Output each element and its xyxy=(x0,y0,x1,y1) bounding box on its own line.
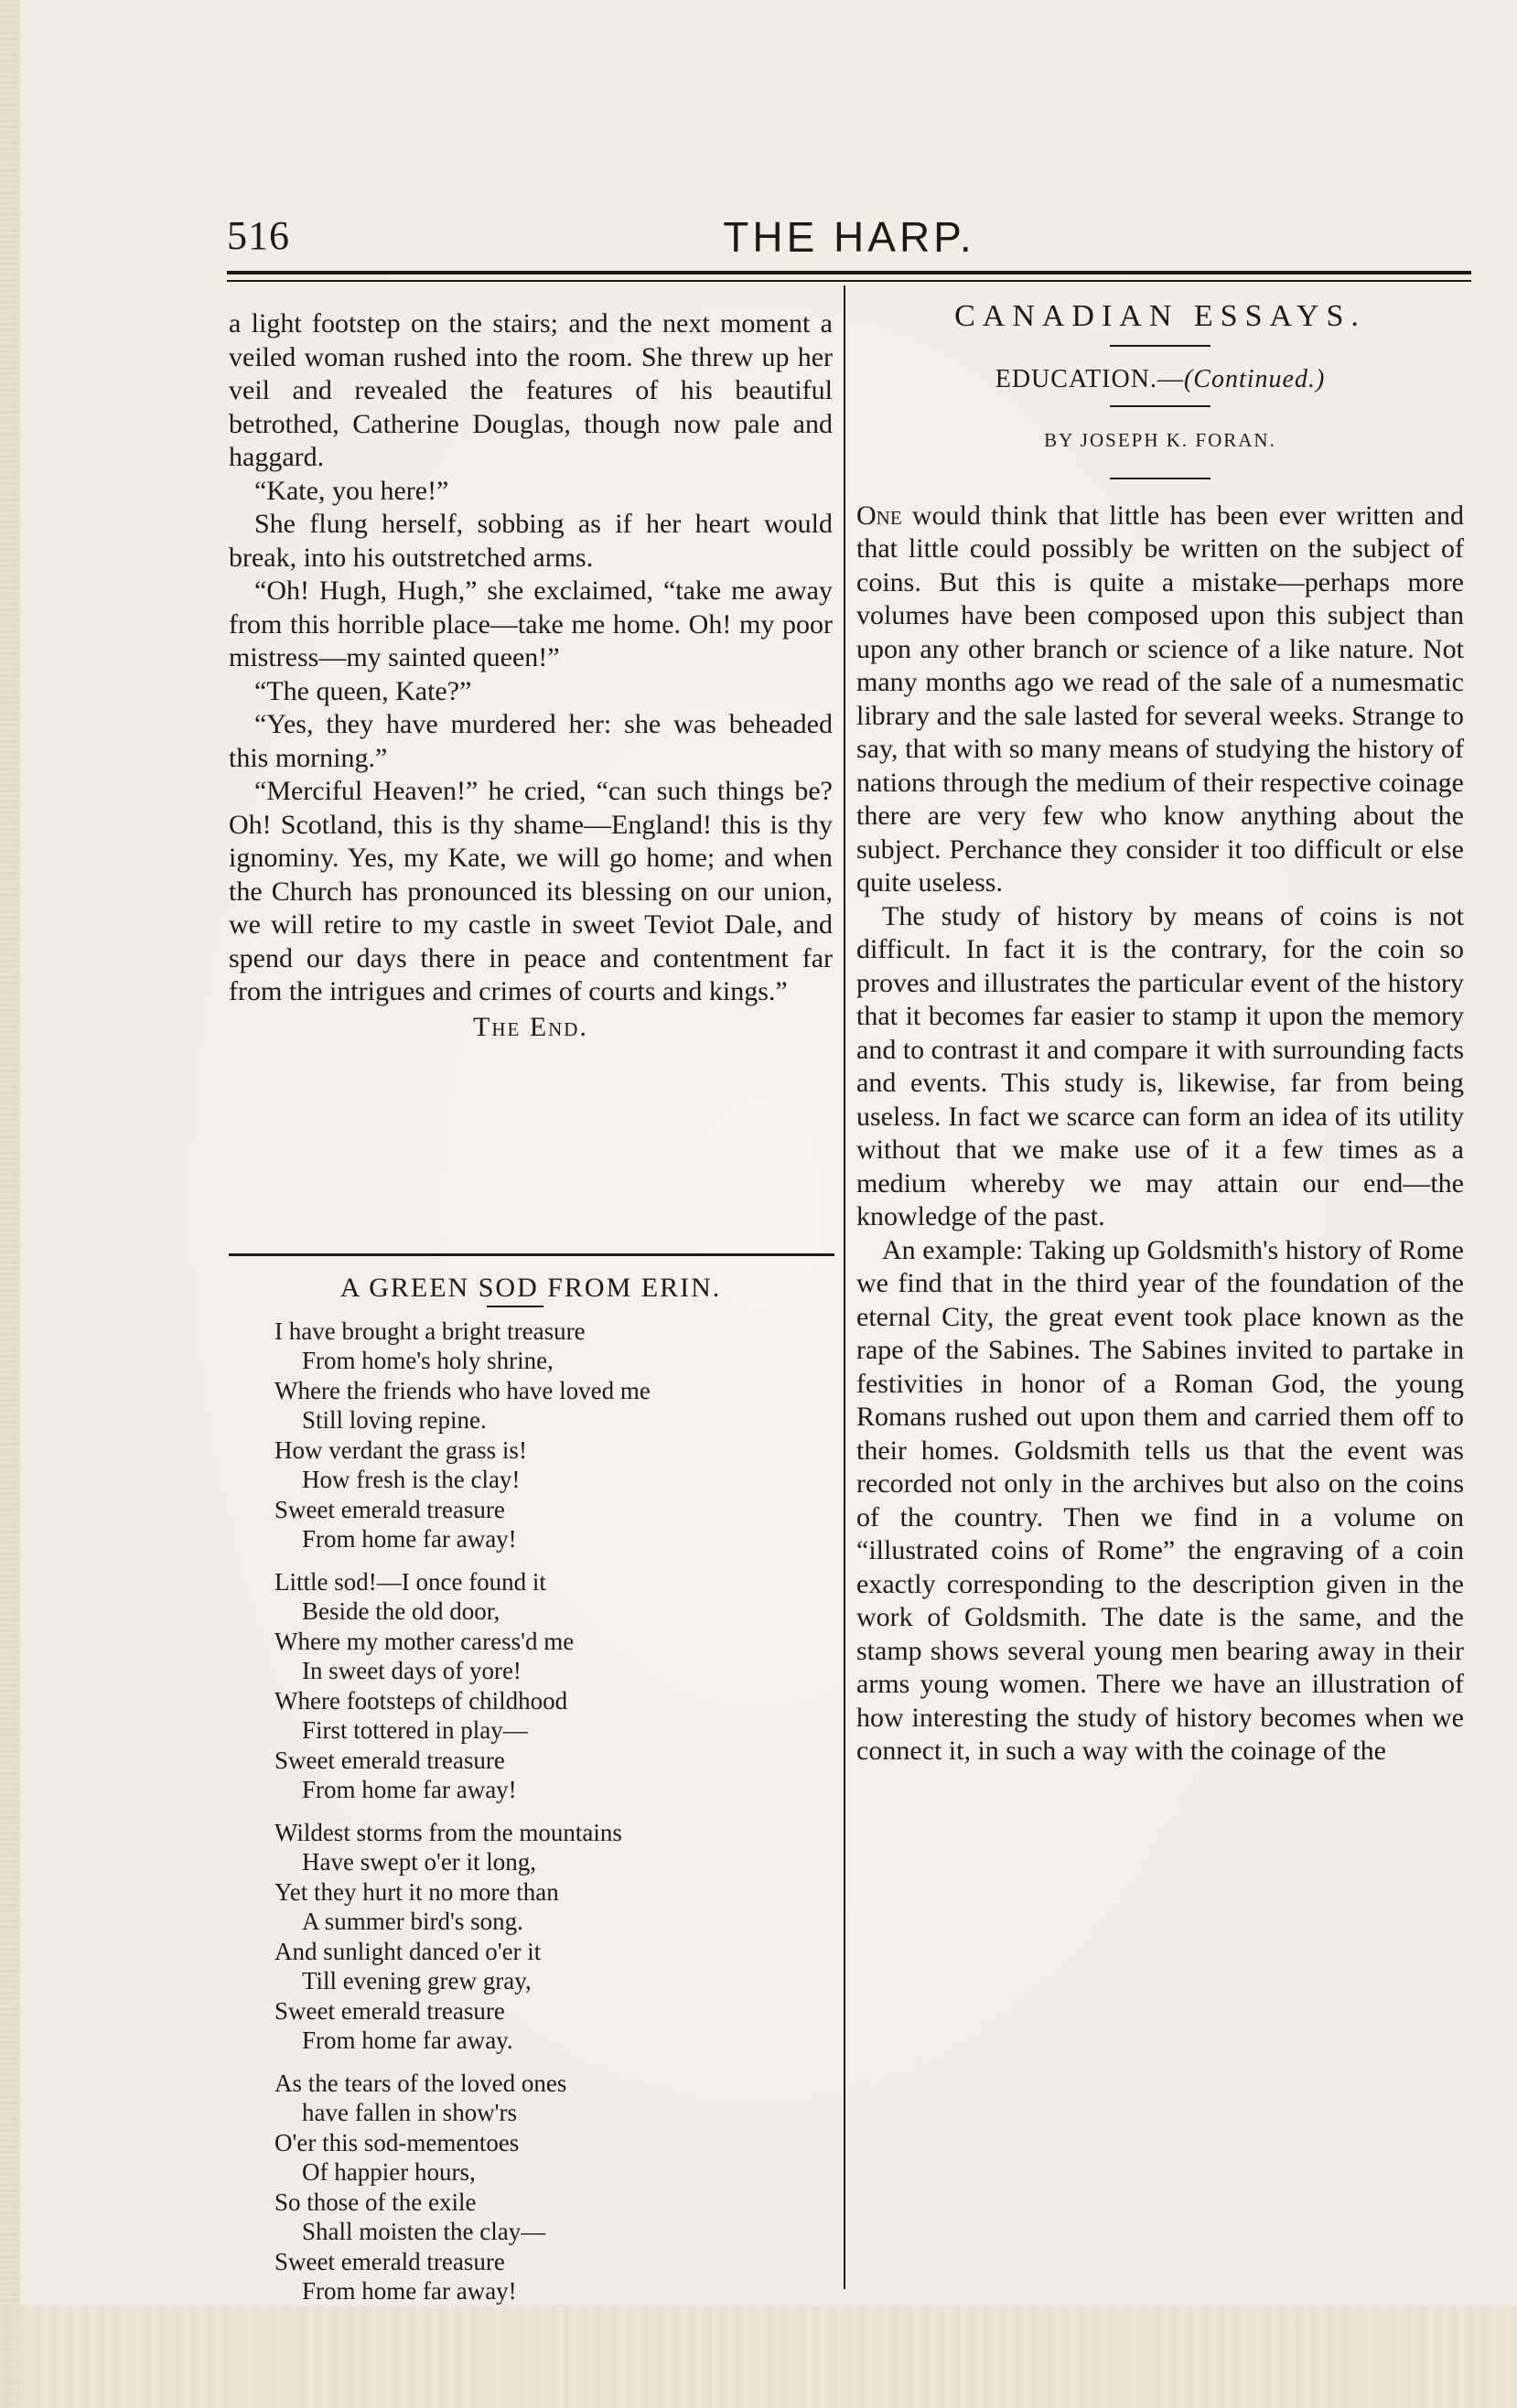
essay-subtitle-continued: (Continued.) xyxy=(1183,364,1326,393)
poem-line: Sweet emerald treasure xyxy=(274,1746,505,1774)
essay-byline-rule xyxy=(1110,478,1210,479)
essay-paragraph: The study of history by means of coins is not difficult. In fact it is the contrary, for the coin so proves and illustrates the particular event of the history that it becomes far easier to stamp it upon the memory and to contrast it and compare it with surrounding facts and events. This study is, likewise, far from being useless. In fact we scarce can form an idea of its utility without that we make use of it a few times as a medium whereby we may attain our end—the knowledge of the past. xyxy=(856,900,1464,1231)
poem-line: Shall moisten the clay— xyxy=(302,2218,546,2245)
essay xyxy=(856,300,1464,1768)
story-paragraph: “Oh! Hugh, Hugh,” she exclaimed, “take me away from this horrible place—take me home. Oh! my poor mistress—my sainted queen!” xyxy=(229,575,833,672)
poem-line: Of happier hours, xyxy=(302,2158,476,2186)
poem-line: Where my mother caress'd me xyxy=(274,1627,575,1655)
essay-paragraph: An example: Taking up Goldsmith's history of Rome we find that in the third year of the foundation of the eternal City, the great event took place known as the rape of the Sabines. The Sabines invited to partake in festivities in honor of a Roman God, the young Romans rushed out upon them and carried them off to their homes. Goldsmith tells us that the event was recorded not only in the archives but also on the coins of the country. Then we find in a volume on “illustrated coins of Rome” the engraving of a coin exactly corresponding to the description given in the work of Goldsmith. The date is the same, and the stamp shows several young men bearing away in their arms young women. There we have an illustration of how interesting the study of history becomes when we connect it, in such a way with the coinage of the xyxy=(856,1234,1464,1766)
poem-stanza xyxy=(274,2069,823,2306)
essay-title: CANADIAN ESSAYS. xyxy=(954,299,1366,333)
story-paragraph: “Merciful Heaven!” he cried, “can such things be? Oh! Scotland, this is thy shame—England! this is thy ignominy. Yes, my Kate, we will go home; and when the Church has pronounced its blessing on our union, we will retire to my castle in sweet Teviot Dale, and spend our days there in peace and contentment far from the intrigues and crimes of courts and kings.” xyxy=(229,776,833,1006)
poem-line: Sweet emerald treasure xyxy=(274,2247,505,2275)
section-divider xyxy=(229,1253,834,1256)
poem-line: Sweet emerald treasure xyxy=(274,1495,505,1523)
essay-subtitle-rule xyxy=(1110,405,1210,407)
page-number: 516 xyxy=(227,213,290,258)
poem-line: Yet they hurt it no more than xyxy=(274,1877,559,1906)
poem-line: Till evening grew gray, xyxy=(302,1967,532,1994)
story-conclusion xyxy=(229,307,833,1044)
poem-stanza xyxy=(274,1818,823,2056)
page-bottom-margin xyxy=(0,2306,1517,2408)
poem-line: From home far away! xyxy=(302,1525,517,1553)
poem-line: Where the friends who have loved me xyxy=(274,1376,651,1404)
story-paragraph: She flung herself, sobbing as if her heart would break, into his outstretched arms. xyxy=(229,509,833,573)
poem-line: have fallen in show'rs xyxy=(302,2099,518,2126)
the-end-label: The End. xyxy=(473,1011,588,1042)
binding-edge xyxy=(0,0,20,2408)
essay-paragraph-text: would think that little has been ever written and that little could possibly be written on the subject of coins. But this is quite a mistake—perhaps more volumes have been composed upon this subject than upon any other branch or science of a like nature. Not many months ago we read of the sale of a numesmatic library and the sale lasted for several weeks. Strange to say, that with so many means of studying the history of nations through the medium of their respective coinage there are very few who know anything about the subject. Perchance they consider it too difficult or else quite useless. xyxy=(856,500,1464,898)
poem-line: From home far away. xyxy=(302,2026,513,2054)
story-paragraph: “The queen, Kate?” xyxy=(254,675,472,706)
poem-line: O'er this sod-mementoes xyxy=(274,2128,520,2156)
poem-line: As the tears of the loved ones xyxy=(274,2069,567,2097)
poem-stanza xyxy=(274,1317,823,1554)
story-paragraph: a light footstep on the stairs; and the next moment a veiled woman rushed into the room. She threw up her veil and revealed the features of his beautiful betrothed, Catherine Douglas, though now pale and haggard. xyxy=(229,308,833,472)
poem-line: A summer bird's song. xyxy=(302,1908,523,1935)
essay-subtitle xyxy=(856,363,1464,397)
page-header xyxy=(227,212,1471,267)
poem-line: Still loving repine. xyxy=(302,1406,487,1434)
poem-line: From home's holy shrine, xyxy=(302,1347,554,1374)
poem-line: So those of the exile xyxy=(274,2188,477,2216)
poem-line: First tottered in play— xyxy=(302,1716,528,1744)
header-rule-thin xyxy=(227,280,1471,282)
essay-paragraph xyxy=(856,500,1464,900)
poem-line: In sweet days of yore! xyxy=(302,1657,522,1684)
essay-byline: BY JOSEPH K. FORAN. xyxy=(1044,429,1276,451)
essay-title-rule xyxy=(1110,345,1210,347)
poem-line: From home far away! xyxy=(302,1776,517,1803)
poem-title: A GREEN SOD FROM ERIN. xyxy=(339,1273,722,1303)
poem xyxy=(274,1274,823,2319)
story-paragraph: “Yes, they have murdered her: she was beheaded this morning.” xyxy=(229,709,833,773)
poem-line: Beside the old door, xyxy=(302,1597,500,1625)
essay-subtitle-main: EDUCATION.— xyxy=(995,364,1184,393)
poem-line: Have swept o'er it long, xyxy=(302,1848,537,1876)
poem-line: Wildest storms from the mountains xyxy=(274,1818,622,1846)
poem-line: Where footsteps of childhood xyxy=(274,1686,568,1715)
poem-line: I have brought a bright treasure xyxy=(274,1317,586,1345)
poem-line: How fresh is the clay! xyxy=(302,1466,521,1493)
story-paragraph: “Kate, you here!” xyxy=(254,475,449,506)
poem-stanza xyxy=(274,1567,823,1805)
column-divider xyxy=(844,285,845,2289)
header-rule-thick xyxy=(227,271,1471,274)
poem-line: Sweet emerald treasure xyxy=(274,1996,505,2025)
lead-word: One xyxy=(856,500,902,531)
poem-line: How verdant the grass is! xyxy=(274,1435,527,1464)
poem-title-rule xyxy=(487,1306,543,1307)
poem-line: And sunlight danced o'er it xyxy=(274,1937,542,1965)
running-title: THE HARP. xyxy=(723,213,975,261)
poem-line: From home far away! xyxy=(302,2277,517,2305)
poem-line: Little sod!—I once found it xyxy=(274,1567,546,1596)
